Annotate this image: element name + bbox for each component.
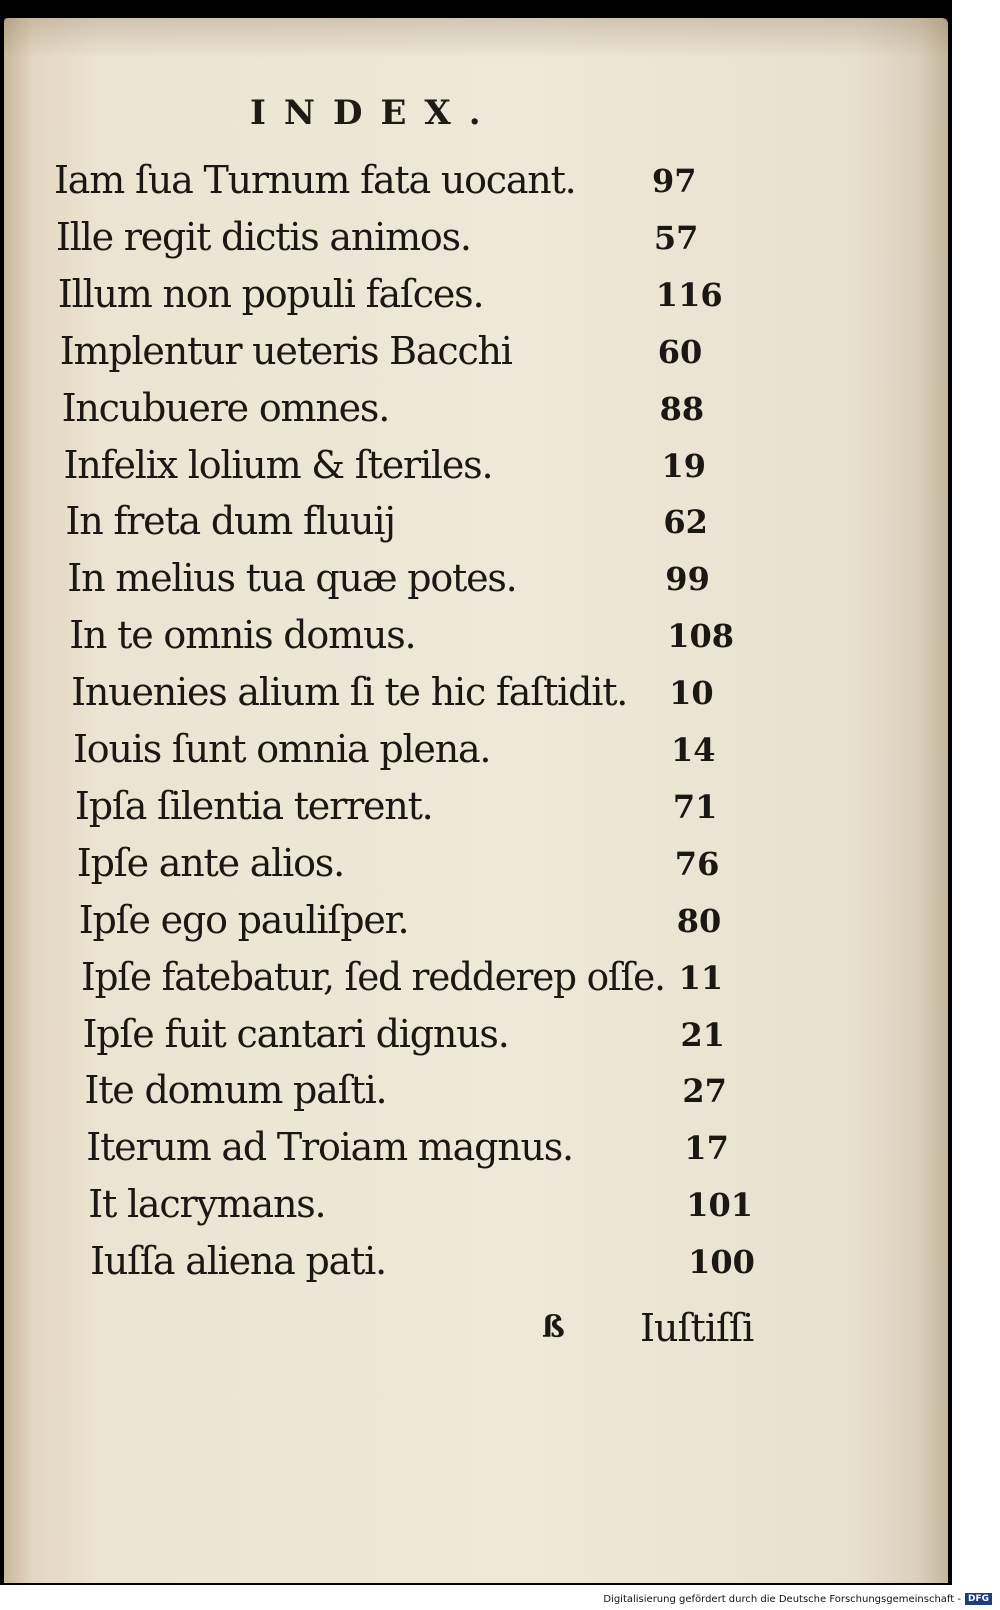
dfg-logo: DFG <box>965 1593 992 1605</box>
index-entry <box>0 613 760 667</box>
entry-text: Incubuere omnes. <box>61 385 390 430</box>
entry-page-number: 97 <box>652 162 697 200</box>
index-entry <box>0 898 760 952</box>
digitization-footer <box>603 1592 992 1606</box>
index-entry <box>0 727 760 781</box>
entry-text: Iterum ad Troiam magnus. <box>86 1125 573 1170</box>
index-entry <box>0 955 760 1009</box>
entry-page-number: 62 <box>663 503 708 542</box>
entry-page-number: 14 <box>671 731 716 769</box>
entry-text: Iam ſua Turnum fata uocant. <box>54 158 576 202</box>
entry-text: Ipſe fatebatur, ſed redderep oſſe. <box>80 954 665 999</box>
entry-page-number: 57 <box>653 218 699 257</box>
catchword: Iuſtiſſi <box>640 1306 754 1350</box>
index-entry <box>0 499 760 553</box>
index-heading: INDEX. <box>250 93 499 133</box>
entry-text: Ite domum paſti. <box>84 1068 387 1113</box>
index-entry <box>0 386 760 440</box>
entry-page-number: 116 <box>655 275 723 314</box>
entry-page-number: 60 <box>657 332 703 371</box>
entry-text: Ipſe fuit cantari dignus. <box>82 1011 509 1056</box>
entry-text: Illum non populi faſces. <box>57 271 484 316</box>
index-entry <box>0 841 760 895</box>
entry-page-number: 108 <box>667 617 734 656</box>
index-entry <box>0 1182 760 1236</box>
entry-page-number: 100 <box>688 1243 755 1282</box>
entry-page-number: 27 <box>682 1072 727 1111</box>
index-entry <box>0 158 760 212</box>
index-entry <box>0 556 760 610</box>
entry-text: Ipſa ſilentia terrent. <box>74 783 433 828</box>
entry-page-number: 10 <box>669 674 714 713</box>
index-entry <box>0 215 760 269</box>
entry-text: Ipſe ante alios. <box>76 840 344 885</box>
entry-page-number: 76 <box>674 844 720 883</box>
entry-text: Inuenies alium ſi te hic faſtidit. <box>71 670 628 715</box>
entry-text: Iuſſa aliena pati. <box>90 1239 386 1284</box>
entry-text: Iouis ſunt omnia plena. <box>73 727 491 771</box>
entry-page-number: 101 <box>686 1186 753 1225</box>
signature-mark: ß <box>542 1310 565 1345</box>
entry-page-number: 88 <box>659 389 705 428</box>
entry-page-number: 11 <box>678 958 724 997</box>
entry-page-number: 21 <box>680 1015 726 1054</box>
entry-page-number: 80 <box>676 901 722 940</box>
index-entry <box>0 1239 760 1293</box>
entry-text: It lacrymans. <box>88 1182 326 1227</box>
entry-page-number: 99 <box>665 560 710 599</box>
index-entry <box>0 329 760 383</box>
index-entry <box>0 670 760 724</box>
index-entry <box>0 1012 760 1066</box>
entry-text: Ipſe ego pauliſper. <box>78 897 409 942</box>
entry-text: In te omnis domus. <box>69 613 416 658</box>
entry-page-number: 19 <box>661 446 707 485</box>
funding-credit: Digitalisierung gefördert durch die Deutsche Forschungsgemeinschaft - <box>603 1593 961 1605</box>
entry-page-number: 71 <box>672 787 718 826</box>
index-entry <box>0 272 760 326</box>
index-entry <box>0 1068 760 1122</box>
index-entry <box>0 784 760 838</box>
index-entry <box>0 443 760 497</box>
entry-text: In melius tua quæ potes. <box>67 556 517 601</box>
entry-text: Ille regit dictis animos. <box>55 214 471 259</box>
entry-text: Infelix lolium & ſteriles. <box>63 442 493 487</box>
entry-text: Implentur ueteris Bacchi <box>59 328 512 373</box>
index-entry <box>0 1125 760 1179</box>
entry-page-number: 17 <box>684 1129 729 1168</box>
entry-text: In freta dum fluuij <box>65 499 395 544</box>
